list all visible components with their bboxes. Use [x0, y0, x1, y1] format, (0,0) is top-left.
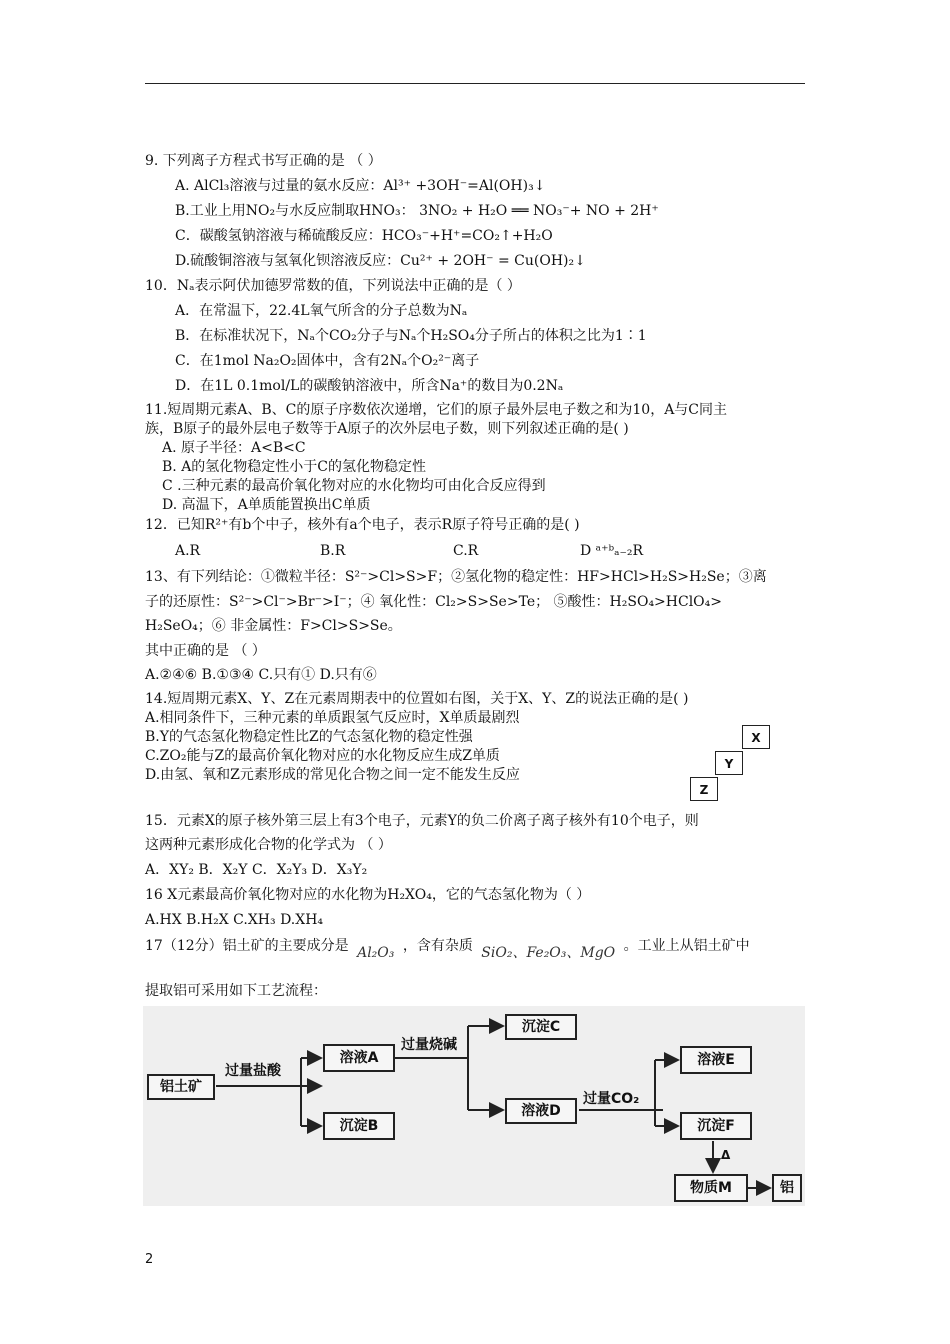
q17-formula-main: Al₂O₃ [357, 945, 395, 961]
q12-option-a: A.R [175, 543, 201, 559]
q15-line1: 15．元素X的原子核外第三层上有3个电子，元素Y的负二价离子离子核外有10个电子，则 [145, 813, 699, 829]
q10-option-a: A．在常温下，22.4L氧气所含的分子总数为Nₐ [175, 303, 468, 319]
q12-option-c: C.R [453, 543, 479, 559]
q15-line2: 这两种元素形成化合物的化学式为 （ ） [145, 837, 392, 853]
cell-x: X [742, 725, 770, 749]
q15-options: A．XY₂ B．X₂Y C．X₂Y₃ D．X₃Y₂ [145, 862, 368, 878]
page-number: 2 [145, 1252, 154, 1267]
header-rule [145, 83, 805, 84]
q13-line1: 13、有下列结论：①微粒半径：S²⁻>Cl>S>F；②氢化物的稳定性：HF>HCl>H₂S>H₂Se；③离 [145, 569, 767, 585]
q13-line2: 子的还原性：S²⁻>Cl⁻>Br⁻>I⁻；④ 氧化性：Cl₂>S>Se>Te； ⑤酸性：H₂SO₄>HClO₄> [145, 594, 722, 610]
flow-solution-e: 溶液E [680, 1046, 752, 1074]
q13-line4: 其中正确的是 （ ） [145, 643, 266, 659]
flow-label-heat: Δ [721, 1148, 731, 1162]
flow-solution-a: 溶液A [323, 1044, 395, 1072]
q11-option-d: D. 高温下，A单质能置换出C单质 [162, 497, 371, 513]
flow-label-co2: 过量CO₂ [583, 1091, 640, 1107]
q9-option-d: D.硫酸铜溶液与氢氧化钡溶液反应：Cu²⁺ + 2OH⁻ = Cu(OH)₂↓ [175, 253, 586, 269]
q10-option-d: D．在1L 0.1mol/L的碳酸钠溶液中，所含Na⁺的数目为0.2Nₐ [175, 378, 564, 394]
q11-option-a: A. 原子半径：A<B<C [162, 440, 306, 456]
q17-stem-a: 17（12分）铝土矿的主要成分是 [145, 938, 349, 954]
q14-option-b: B.Y的气态氢化物稳定性比Z的气态氢化物的稳定性强 [145, 729, 473, 745]
q14-stem: 14.短周期元素X、Y、Z在元素周期表中的位置如右图，关于X、Y、Z的说法正确的是( ) [145, 691, 689, 707]
q9-option-b: B.工业上用NO₂与水反应制取HNO₃： 3NO₂ + H₂O ══ NO₃⁻+ NO + 2H⁺ [175, 203, 659, 219]
flow-label-hcl: 过量盐酸 [225, 1063, 281, 1079]
q12-option-b: B.R [320, 543, 346, 559]
q9-option-a: A. AlCl₃溶液与过量的氨水反应：Al³⁺ +3OH⁻=Al(OH)₃↓ [175, 178, 546, 194]
q17-line2: 提取铝可采用如下工艺流程： [145, 983, 327, 999]
q11-option-b: B. A的氢化物稳定性小于C的氢化物稳定性 [162, 459, 427, 475]
flow-substance-m: 物质M [674, 1174, 748, 1202]
q14-option-d: D.由氢、氧和Z元素形成的常见化合物之间一定不能发生反应 [145, 767, 520, 783]
q13-line3: H₂SeO₄；⑥ 非金属性：F>Cl>S>Se。 [145, 618, 402, 634]
q11-option-c: C .三种元素的最高价氧化物对应的水化物均可由化合反应得到 [162, 478, 546, 494]
q17-stem-b: ，含有杂质 [402, 938, 473, 954]
q10-stem: 10．Nₐ表示阿伏加德罗常数的值，下列说法中正确的是（ ） [145, 278, 521, 294]
q9-option-c: C．碳酸氢钠溶液与稀硫酸反应：HCO₃⁻+H⁺=CO₂↑+H₂O [175, 228, 553, 244]
q12-stem: 12．已知R²⁺有b个中子，核外有a个电子，表示R原子符号正确的是( ) [145, 517, 580, 533]
q10-option-b: B．在标准状况下，Nₐ个CO₂分子与Nₐ个H₂SO₄分子所占的体积之比为1∶1 [175, 328, 647, 344]
q9-stem: 9. 下列离子方程式书写正确的是 （ ） [145, 153, 382, 169]
flow-precipitate-c: 沉淀C [505, 1014, 577, 1040]
process-flowchart [143, 1006, 805, 1206]
periodic-table-diagram [690, 723, 770, 803]
flow-precipitate-f: 沉淀F [680, 1112, 752, 1140]
q17-stem [145, 936, 750, 961]
q16-options: A.HX B.H₂X C.XH₃ D.XH₄ [145, 912, 324, 928]
flow-label-naoh: 过量烧碱 [401, 1037, 457, 1053]
q11-stem-line1: 11.短周期元素A、B、C的原子序数依次递增，它们的原子最外层电子数之和为10，A与C同主 [145, 402, 728, 418]
flow-precipitate-b: 沉淀B [323, 1112, 395, 1140]
cell-y: Y [715, 751, 743, 775]
q11-stem-line2: 族，B原子的最外层电子数等于A原子的次外层电子数，则下列叙述正确的是( ) [145, 421, 629, 437]
q12-option-d: D ᵃ⁺ᵇₐ₋₂R [580, 543, 644, 559]
q10-option-c: C．在1mol Na₂O₂固体中，含有2Nₐ个O₂²⁻离子 [175, 353, 480, 369]
q17-formula-impurities: SiO₂、Fe₂O₃、MgO [481, 945, 616, 961]
q14-option-c: C.ZO₂能与Z的最高价氧化物对应的水化物反应生成Z单质 [145, 748, 500, 764]
q17-stem-c: 。工业上从铝土矿中 [623, 938, 750, 954]
q13-options: A.②④⑥ B.①③④ C.只有① D.只有⑥ [145, 667, 377, 683]
q16-stem: 16 X元素最高价氧化物对应的水化物为H₂XO₄，它的气态氢化物为（ ） [145, 887, 591, 903]
flow-aluminum: 铝 [772, 1174, 802, 1202]
cell-z: Z [690, 777, 718, 801]
flow-ore: 铝土矿 [147, 1074, 215, 1100]
flow-solution-d: 溶液D [505, 1098, 577, 1124]
q14-option-a: A.相同条件下，三种元素的单质跟氢气反应时，X单质最剧烈 [145, 710, 520, 726]
